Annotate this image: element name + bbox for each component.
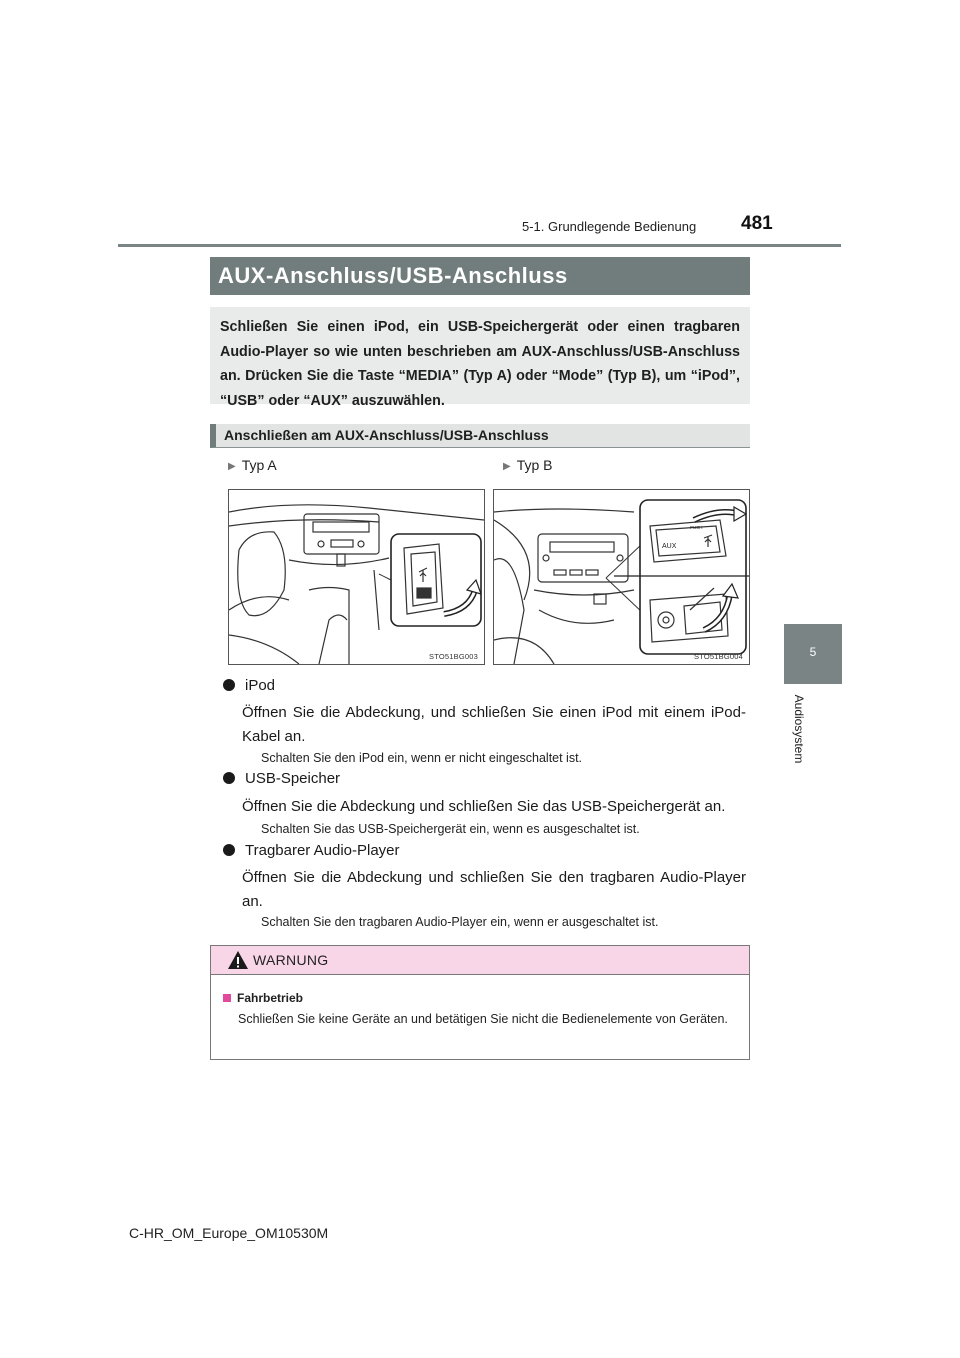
dashboard-illustration-a — [229, 490, 484, 664]
figure-label-b — [503, 457, 553, 473]
figure-typ-a — [228, 489, 485, 665]
item-player-note: Schalten Sie den tragbaren Audio-Player ein, wenn er ausgeschaltet ist. — [261, 915, 659, 929]
item-usb-heading — [223, 770, 340, 787]
warning-subheading — [223, 991, 303, 1005]
subheading: Anschließen am AUX-Anschluss/USB-Anschluss — [210, 424, 750, 448]
push-label: PUSH — [690, 525, 703, 530]
warning-title: WARNUNG — [253, 952, 329, 968]
chapter-label-text: Audiosystem — [792, 694, 806, 764]
warning-text: Schließen Sie keine Geräte an und betätigen Sie nicht die Bedienelemente von Geräten. — [238, 1012, 728, 1026]
section-title: 5-1. Grundlegende Bedienung — [522, 219, 697, 234]
bullet-icon — [223, 679, 235, 691]
warning-triangle-icon — [227, 950, 249, 970]
bullet-icon — [223, 772, 235, 784]
figure-code-b: STO51BG004 — [694, 652, 743, 661]
item-usb-text: Öffnen Sie die Abdeckung und schließen Sie das USB-Speichergerät an. — [242, 798, 726, 815]
triangle-right-icon: ▶ — [503, 461, 511, 472]
item-usb-note: Schalten Sie das USB-Speichergerät ein, wenn es ausgeschaltet ist. — [261, 822, 640, 836]
item-player-text: Öffnen Sie die Abdeckung und schließen Sie den tragbaren Audio-Player an. — [242, 869, 746, 910]
chapter-tab: 5 — [784, 624, 842, 684]
warning-header — [211, 946, 749, 975]
item-heading-text: USB-Speicher — [245, 770, 341, 787]
document-code: C-HR_OM_Europe_OM10530M — [129, 1225, 329, 1241]
figure-typ-b — [493, 489, 750, 665]
warning-box — [210, 945, 750, 1060]
page-number: 481 — [741, 213, 773, 234]
item-heading-text: Tragbarer Audio-Player — [245, 842, 400, 859]
header-rule — [118, 244, 841, 247]
page-title: AUX-Anschluss/USB-Anschluss — [210, 257, 750, 295]
aux-label: AUX — [662, 543, 677, 550]
intro-box: Schließen Sie einen iPod, ein USB-Speichergerät oder einen tragbaren Audio-Player so wie unten beschrieben am AUX-Anschluss/USB-Anschluss an. Drücken Sie die Taste “MEDIA” (Typ A) oder “Mode” (Typ B), um “iPod”, “USB” oder “AUX” auszuwählen. — [210, 307, 750, 404]
square-bullet-icon — [223, 994, 231, 1002]
figure-label-a-text: Typ A — [241, 457, 277, 473]
bullet-icon — [223, 844, 235, 856]
chapter-label — [784, 690, 806, 770]
item-ipod-note: Schalten Sie den iPod ein, wenn er nicht eingeschaltet ist. — [261, 751, 583, 765]
figure-code-a: STO51BG003 — [429, 652, 478, 661]
item-heading-text: iPod — [245, 677, 276, 694]
item-player-heading — [223, 842, 400, 859]
figure-label-a — [228, 457, 277, 473]
dashboard-illustration-b — [494, 490, 749, 664]
warning-subheading-text: Fahrbetrieb — [237, 991, 304, 1005]
item-ipod-text: Öffnen Sie die Abdeckung, und schließen Sie einen iPod mit einem iPod-Kabel an. — [242, 704, 746, 745]
triangle-right-icon: ▶ — [228, 461, 236, 472]
figure-label-b-text: Typ B — [516, 457, 553, 473]
item-ipod-heading — [223, 677, 275, 694]
